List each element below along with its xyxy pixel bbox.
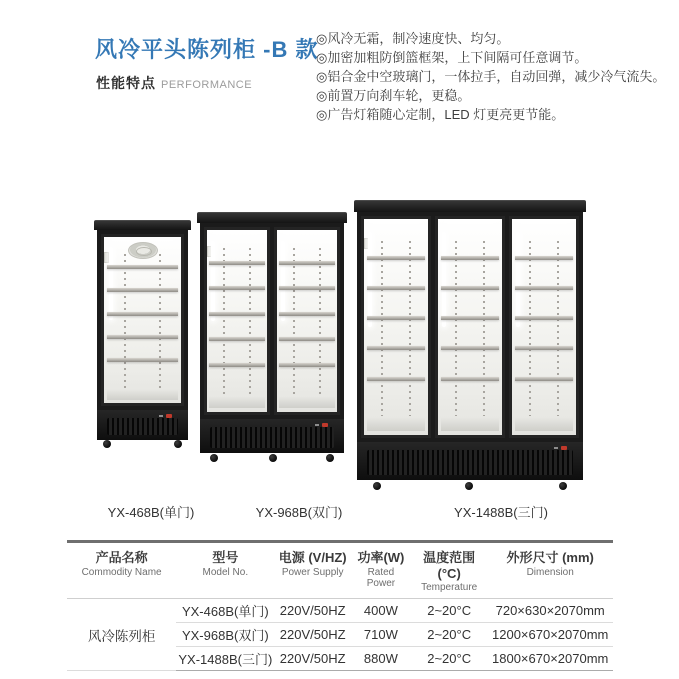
- glass-door: [509, 216, 579, 438]
- shelf: [279, 312, 334, 316]
- cell-product-name: 风冷陈列柜: [67, 599, 176, 671]
- led-strip: [109, 247, 113, 320]
- cell-power-supply: 220V/50HZ: [274, 599, 350, 623]
- col-header-temperature: 温度范围 (°C) Temperature: [411, 542, 487, 599]
- product-model-label: YX-968B(双门): [255, 505, 343, 520]
- feature-item: ◎风冷无霜，制冷速度快、均匀。: [316, 31, 510, 46]
- caster-wheel: [103, 440, 111, 448]
- bottom-deck: [441, 418, 500, 431]
- product-model-label: YX-1488B(三门): [454, 505, 548, 520]
- shelf: [279, 286, 334, 290]
- bottom-deck: [279, 397, 334, 408]
- shelf-post: [223, 248, 225, 395]
- led-light: [444, 221, 495, 223]
- fridge-image-double-door: [200, 212, 344, 462]
- shelf-post: [381, 241, 383, 416]
- led-light: [112, 239, 174, 241]
- power-indicator: [561, 446, 567, 450]
- glass-door: [101, 234, 184, 406]
- shelf-post: [319, 248, 321, 395]
- shelf: [515, 286, 574, 290]
- caster-wheel: [210, 454, 218, 462]
- col-header-model: 型号 Model No.: [176, 542, 274, 599]
- fridge-cabinet: [200, 223, 344, 419]
- glass-door: [204, 227, 270, 415]
- shelf: [515, 256, 574, 260]
- caster-wheel: [373, 482, 381, 490]
- caster-wheel: [326, 454, 334, 462]
- section-subtitle: [96, 73, 252, 93]
- cell-model: YX-468B(单门): [176, 599, 274, 623]
- col-header-dimension: 外形尺寸 (mm) Dimension: [487, 542, 613, 599]
- shelf: [367, 377, 426, 381]
- shelf: [279, 261, 334, 265]
- led-light: [518, 221, 569, 223]
- feature-list: [316, 29, 671, 124]
- fridge-image-single-door: [97, 220, 188, 448]
- power-indicator: [322, 423, 328, 427]
- shelf: [441, 256, 500, 260]
- subtitle-chinese: 性能特点: [96, 75, 156, 91]
- cell-power-supply: 220V/50HZ: [274, 623, 350, 647]
- vent-grille: [107, 418, 178, 435]
- shelf: [515, 377, 574, 381]
- cell-temperature: 2~20°C: [411, 623, 487, 647]
- shelf: [209, 363, 264, 367]
- cell-temperature: 2~20°C: [427, 651, 472, 666]
- shelf: [209, 261, 264, 265]
- feature-item: ◎铝合金中空玻璃门，一体拉手，自动回弹，减少冷气流失。: [316, 69, 666, 84]
- cell-rated-power: 880W: [363, 651, 398, 666]
- shelf-post: [159, 254, 161, 388]
- led-strip: [368, 232, 372, 327]
- bottom-deck: [209, 397, 264, 408]
- caster-wheel: [559, 482, 567, 490]
- shelf: [367, 346, 426, 350]
- table-row: [67, 599, 613, 623]
- fridge-cabinet: [357, 212, 583, 442]
- shelf: [279, 337, 334, 341]
- shelf: [107, 265, 178, 269]
- led-strip: [281, 241, 285, 321]
- shelf-post: [557, 241, 559, 416]
- page-title: 风冷平头陈列柜 -B 款: [95, 37, 319, 62]
- shelf: [209, 337, 264, 341]
- fridge-base: [357, 442, 583, 480]
- caster-wheel: [465, 482, 473, 490]
- cell-dimension: 1200×670×2070mm: [487, 623, 613, 647]
- product-model-label: YX-468B(单门): [107, 505, 195, 520]
- cell-power-supply: 220V/50HZ: [279, 651, 346, 666]
- col-header-rated-power: 功率(W) Rated Power: [351, 542, 411, 599]
- led-light: [213, 232, 261, 234]
- glass-door: [361, 216, 431, 438]
- cell-model: YX-968B(双门): [176, 623, 274, 647]
- shelf: [279, 363, 334, 367]
- shelf: [515, 346, 574, 350]
- fridge-canopy: [94, 220, 191, 230]
- feature-item: ◎广告灯箱随心定制，LED 灯更亮更节能。: [316, 107, 565, 122]
- shelf-post: [249, 248, 251, 395]
- shelf: [441, 316, 500, 320]
- cell-dimension: 1800×670×2070mm: [492, 651, 609, 666]
- shelf-post: [483, 241, 485, 416]
- shelf-post: [455, 241, 457, 416]
- feature-item: ◎前置万向刹车轮，更稳。: [316, 88, 471, 103]
- fridge-canopy: [197, 212, 347, 223]
- caster-wheel: [269, 454, 277, 462]
- led-strip: [442, 232, 446, 327]
- cell-model: YX-1488B(三门): [178, 652, 273, 667]
- shelf-post: [124, 254, 126, 388]
- bottom-deck: [107, 390, 178, 400]
- spec-table: [67, 540, 613, 671]
- fridge-base: [97, 410, 188, 440]
- fridge-canopy: [354, 200, 586, 212]
- bottom-deck: [515, 418, 574, 431]
- shelf: [367, 256, 426, 260]
- shelf: [515, 316, 574, 320]
- shelf: [441, 346, 500, 350]
- col-header-power-supply: 电源 (V/HZ) Power Supply: [274, 542, 350, 599]
- shelf: [107, 358, 178, 362]
- led-strip: [516, 232, 520, 327]
- shelf: [107, 335, 178, 339]
- caster-wheel: [174, 440, 182, 448]
- cell-dimension: 720×630×2070mm: [487, 599, 613, 623]
- shelf: [441, 377, 500, 381]
- shelf-post: [409, 241, 411, 416]
- col-header-commodity-name: 产品名称 Commodity Name: [67, 542, 176, 599]
- cell-rated-power: 400W: [351, 599, 411, 623]
- shelf: [367, 286, 426, 290]
- cell-rated-power: 710W: [351, 623, 411, 647]
- shelf: [441, 286, 500, 290]
- vent-grille: [367, 450, 573, 475]
- power-indicator: [166, 414, 172, 418]
- shelf: [209, 286, 264, 290]
- feature-item: ◎加密加粗防倒篮框架，上下间隔可任意调节。: [316, 50, 588, 65]
- shelf: [209, 312, 264, 316]
- vent-grille: [210, 427, 334, 448]
- casters: [357, 480, 583, 490]
- subtitle-english: PERFORMANCE: [161, 79, 253, 91]
- cell-temperature: 2~20°C: [411, 599, 487, 623]
- casters: [200, 453, 344, 462]
- led-light: [370, 221, 421, 223]
- fridge-base: [200, 419, 344, 453]
- casters: [97, 440, 188, 448]
- shelf-post: [529, 241, 531, 416]
- glass-door: [435, 216, 505, 438]
- led-light: [283, 232, 331, 234]
- shelf: [107, 288, 178, 292]
- led-strip: [211, 241, 215, 321]
- fridge-image-triple-door: [357, 200, 583, 490]
- shelf-post: [293, 248, 295, 395]
- bottom-deck: [367, 418, 426, 431]
- shelf: [367, 316, 426, 320]
- fridge-cabinet: [97, 230, 188, 410]
- shelf: [107, 312, 178, 316]
- glass-door: [274, 227, 340, 415]
- spec-table-header-row: [67, 542, 613, 599]
- cooling-fan-icon: [128, 242, 158, 259]
